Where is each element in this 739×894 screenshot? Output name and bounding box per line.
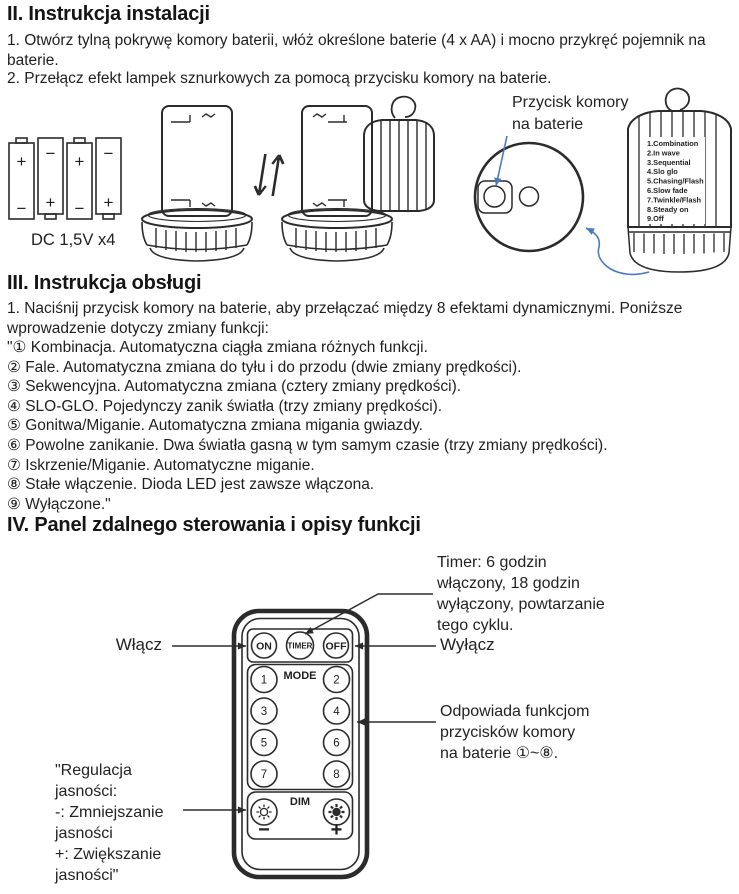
remote-minus-label: − <box>258 819 270 841</box>
remote-dim-label: DIM <box>289 796 311 808</box>
lantern-mode-1: 1.Combination <box>647 139 699 148</box>
svg-text:6: 6 <box>333 737 340 750</box>
remote-illustration <box>231 608 371 884</box>
operation-intro: 1. Naciśnij przycisk komory na baterie, aby przełączać między 8 efektami dynamicznymi. Poniższe wprowadzenie dotyczy zmiany funkcji: <box>7 300 683 337</box>
operation-item-7: ⑦ Iskrzenie/Miganie. Automatyczne miganie. <box>7 456 315 474</box>
operation-item-3: ③ Sekwencyjna. Automatyczna zmiana (cztery zmiany prędkości). <box>7 378 462 396</box>
lantern-mode-4: 4.Slo glo <box>647 167 678 177</box>
battery-set-illustration <box>6 130 132 228</box>
battery4-bottom-sign: + <box>103 193 114 212</box>
remote-off-label: OFF <box>325 640 347 653</box>
battery3-top-sign: + <box>74 152 85 171</box>
install-step-1: 1. Otwórz tylną pokrywę komory baterii, włóż określone baterie (4 x AA) i mocno przykręć pojemnik na baterie. <box>7 32 706 69</box>
operation-item-9: ⑨ Wyłączone." <box>7 495 111 513</box>
mode-buttons-note: Odpowiada funkcjom przycisków komory na baterie ①~⑧. <box>440 703 590 762</box>
svg-text:2: 2 <box>333 674 340 687</box>
battery-holder-illustration-1 <box>138 102 260 262</box>
on-label: Włącz <box>115 635 162 654</box>
operation-item-4: ④ SLO-GLO. Pojedynczy zanik światła (trzy zmiany prędkości). <box>7 397 443 415</box>
svg-text:8: 8 <box>333 769 340 781</box>
section-install-heading: II. Instrukcja instalacji <box>7 3 210 25</box>
lantern-mode-7: 7.Twinkle/Flash <box>647 195 702 205</box>
sun-outline-icon <box>257 805 272 820</box>
install-step-2: 2. Przełącz efekt lampek sznurkowych za pomocą przycisku komory na baterie. <box>7 70 552 87</box>
svg-text:7: 7 <box>260 769 268 781</box>
svg-text:5: 5 <box>260 737 268 750</box>
lantern-small-illustration <box>356 90 442 216</box>
battery2-bottom-sign: + <box>45 193 56 212</box>
compartment-button <box>484 186 505 207</box>
operation-item-8: ⑧ Stałe włączenie. Dioda LED jest zawsze włączona. <box>7 476 375 494</box>
compartment-button-label: Przycisk komory na baterie <box>512 94 629 133</box>
section-remote-heading: IV. Panel zdalnego sterowania i opisy funkcji <box>7 514 421 536</box>
section-operation-heading: III. Instrukcja obsługi <box>7 272 202 294</box>
remote-on-label: ON <box>256 640 272 653</box>
remote-plus-label: + <box>330 819 343 841</box>
battery-compartment-top-view <box>471 139 587 255</box>
operation-item-5: ⑤ Gonitwa/Miganie. Automatyczna zmiana migania gwiazdy. <box>7 417 423 435</box>
lantern-mode-8: 8.Steady on <box>647 204 689 214</box>
svg-text:3: 3 <box>260 706 268 718</box>
lantern-mode-2: 2.In wave <box>647 148 680 158</box>
battery4-top-sign: − <box>103 144 114 163</box>
svg-text:1: 1 <box>260 674 268 687</box>
battery3-bottom-sign: − <box>74 199 85 218</box>
operation-item-1: "① Kombinacja. Automatyczna ciągła zmiana różnych funkcji. <box>7 339 428 356</box>
battery-voltage-label: DC 1,5V x4 <box>31 231 116 249</box>
sun-filled-icon <box>329 804 345 820</box>
battery2-top-sign: − <box>45 144 56 163</box>
lantern-mode-5: 5.Chasing/Flash <box>647 176 704 186</box>
lantern-mode-3: 3.Sequential <box>647 157 691 167</box>
svg-text:4: 4 <box>333 706 340 718</box>
timer-note: Timer: 6 godzin włączony, 18 godzin wyłączony, powtarzanie tego cyklu. <box>437 554 605 634</box>
lantern-mode-9: 9.Off <box>647 214 664 224</box>
operation-item-2: ② Fale. Automatyczna zmiana do tyłu i do przodu (dwie zmiany prędkości). <box>7 358 522 376</box>
off-label: Wyłącz <box>440 635 495 654</box>
brightness-note: "Regulacja jasności: -: Zmniejszanie jasności +: Zwiększanie jasności" <box>55 762 164 884</box>
remote-mode-label: MODE <box>283 670 317 682</box>
operation-items <box>7 338 608 514</box>
operation-item-6: ⑥ Powolne zanikanie. Dwa światła gasną w tym samym czasie (trzy zmiany prędkości). <box>7 436 608 454</box>
remote-timer-label: TIMER <box>287 641 313 651</box>
lantern-mode-6: 6.Slow fade <box>647 186 688 195</box>
battery1-top-sign: + <box>16 152 27 171</box>
lantern-large-illustration <box>620 85 739 275</box>
battery1-bottom-sign: − <box>16 199 27 218</box>
